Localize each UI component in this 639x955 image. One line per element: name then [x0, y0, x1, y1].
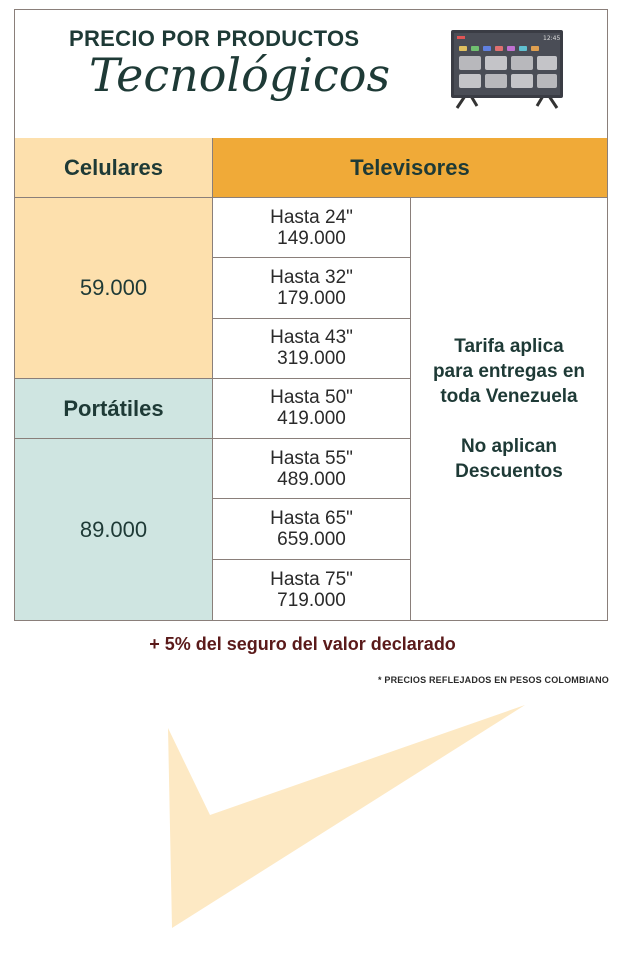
- table-row: [213, 258, 411, 318]
- tv-size-price: 319.000: [277, 348, 346, 370]
- page-title: PRECIO POR PRODUCTOS: [69, 26, 360, 51]
- televisores-header: Televisores: [213, 138, 607, 198]
- currency-disclaimer: * PRECIOS REFLEJADOS EN PESOS COLOMBIANO: [377, 675, 609, 685]
- table-row: [213, 319, 411, 379]
- tv-size-label: Hasta 55": [270, 447, 353, 469]
- page-subtitle: Tecnológicos: [89, 48, 391, 102]
- price-table-frame: [14, 9, 608, 621]
- table-row: [213, 499, 411, 559]
- tv-size-price: 419.000: [277, 408, 346, 430]
- portatiles-price: 89.000: [15, 439, 213, 620]
- tv-size-price: 659.000: [277, 528, 346, 550]
- table-row: [213, 379, 411, 439]
- celulares-header: Celulares: [15, 138, 213, 198]
- tv-clock: 12:45: [543, 35, 561, 42]
- note-line: para entregas en: [432, 361, 586, 382]
- tv-size-label: Hasta 24": [270, 206, 353, 228]
- tv-size-label: Hasta 32": [270, 266, 353, 288]
- portatiles-header: Portátiles: [15, 379, 213, 439]
- note-line: No aplican: [460, 436, 558, 457]
- table-row: [213, 439, 411, 499]
- celulares-price: 59.000: [15, 198, 213, 379]
- price-grid: [15, 138, 607, 620]
- tv-size-label: Hasta 75": [270, 568, 353, 590]
- tv-size-price: 489.000: [277, 468, 346, 490]
- note-line: Descuentos: [455, 461, 563, 482]
- table-row: [213, 560, 411, 620]
- television-icon: [451, 30, 563, 110]
- header: [15, 10, 607, 139]
- table-row: [213, 198, 411, 258]
- tv-size-price: 149.000: [277, 227, 346, 249]
- note-line: toda Venezuela: [440, 386, 578, 407]
- insurance-note: + 5% del seguro del valor declarado: [149, 634, 456, 654]
- tv-size-price: 179.000: [277, 287, 346, 309]
- checkmark-decoration: [160, 700, 530, 930]
- tv-size-price: 719.000: [277, 589, 346, 611]
- tv-size-label: Hasta 50": [270, 387, 353, 409]
- note-line: Tarifa aplica: [454, 336, 564, 357]
- delivery-note: [411, 198, 607, 620]
- tv-size-column: [213, 198, 411, 620]
- tv-size-label: Hasta 65": [270, 507, 353, 529]
- tv-size-label: Hasta 43": [270, 327, 353, 349]
